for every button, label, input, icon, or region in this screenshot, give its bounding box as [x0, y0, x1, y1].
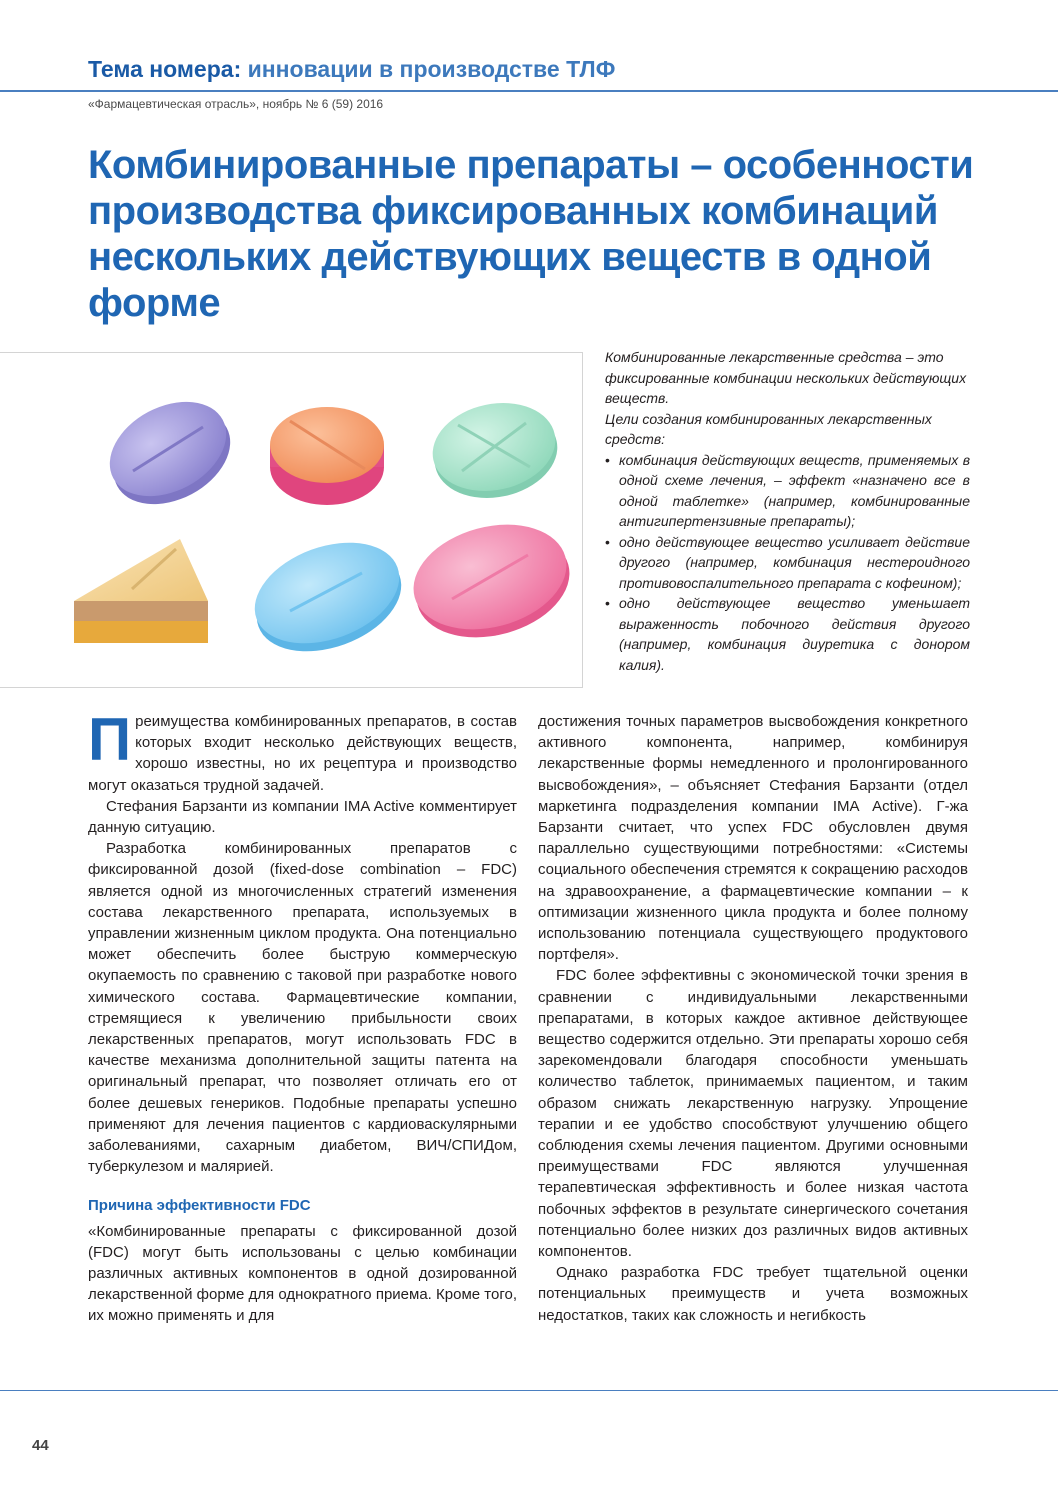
sidebar-box [605, 347, 970, 675]
yellow-triangle-tablet [74, 539, 208, 643]
orange-tablet [270, 407, 384, 505]
footer-rule [0, 1390, 1058, 1391]
section-header [88, 56, 615, 83]
lead-text: реимущества комбинированных препаратов, в состав которых входит несколько действующих веществ, хорошо известны, но их рецептура и производство могут оказаться трудной задачей. [88, 713, 517, 794]
tablets-image [0, 353, 582, 687]
blue-tablet [241, 524, 415, 670]
paragraph: «Комбинированные препараты с фиксированной дозой (FDC) могут быть использованы с целью комбинации различных активных компонентов в одной дозированной лекарственной форме для однократного приема. Кроме того, их можно применять и для [88, 1222, 517, 1325]
mint-tablet [424, 392, 565, 509]
paragraph: Разработка комбинированных препаратов с фиксированной дозой (fixed-dose combination – FDC) является одной из многочисленных стратегий изменения состава лекарственного препарата, используемых в управлении жизненным циклом продукта. Она потенциально может обеспечить более быструю коммерческую окупаемость по сравнению с таковой при разработке нового химического состава. Фармацевтические компании, стремящиеся к увеличению прибыльности своих лекарственных препаратов, могут использовать FDC в качестве механизма дополнительной защиты патента на оригинальный препарат, что позволяет отличать его от более дешевых генериков. Подобные препараты успешно применяют для лечения пациентов с кардиоваскулярными заболеваниями, сахарным диабетом, ВИЧ/СПИДом, туберкулезом и малярией. [88, 840, 517, 1176]
sidebar-goals-heading: Цели создания комбинированных лекарственных средств: [605, 410, 932, 447]
purple-tablet [94, 383, 247, 523]
section-keyword: Тема номера: [88, 56, 242, 82]
paragraph: Однако разработка FDC требует тщательной оценки потенциальных преимуществ и учета возможных недостатков, таких как сложность и негибкость [538, 1264, 968, 1324]
paragraph: FDC более эффективны с экономической точки зрения в сравнении с индивидуальными лекарственными препаратами, в которых каждое активное действующее вещество содержится отдельно. Эти препараты хорошо себя зарекомендовали благодаря способности уменьшать количество таблеток, принимаемых пациентом, и таким образом снижать лекарственную нагрузку. Упрощение терапии и ее удобство способствуют улучшению общего соблюдения схемы лечения пациентом. Другими основными преимуществами FDC являются улучшенная терапевтическая эффективность и более низкая частота побочных эффектов в результате синергического сочетания потенциально более низких доз различных видов активных компонентов. [538, 967, 968, 1261]
page-number: 44 [32, 1437, 49, 1454]
sidebar-bullet: • одно действующее вещество уменьшает выраженность побочного действия другого (например, комбинация диуретика с донором калия). [605, 593, 970, 675]
pink-tablet [402, 509, 582, 654]
dropcap: П [88, 706, 132, 773]
header-rule [0, 90, 1058, 92]
lead-paragraph [88, 706, 517, 796]
section-topic: инновации в производстве ТЛФ [247, 56, 616, 82]
tablets-illustration [0, 352, 583, 688]
sidebar-bullet: • комбинация действующих веществ, применяемых в одной схеме лечения, – эффект «назначено все в одной таблетке» (например, комбинированные антигипертензивные препараты); [605, 450, 970, 532]
sidebar-bullet: • одно действующее вещество усиливает действие другого (например, комбинация нестероидного противовоспалительного препарата с кофеином); [605, 532, 970, 594]
sidebar-bullet-list [605, 450, 970, 676]
paragraph: достижения точных параметров высвобождения конкретного активного компонента, например, комбинируя лекарственные формы немедленного и пролонгированного высвобождения», – объясняет Стефания Барзанти (отдел маркетинга подразделения компании IMA Active). Г-жа Барзанти считает, что успех FDC обусловлен двумя параллельно существующими потребностями: «Системы социального обеспечения стремятся к сокращению расходов на здравоохранение, а фармацевтические компании – к оптимизации жизненного цикла продукта и более полному использованию потенциала существующего продуктового портфеля». [538, 713, 968, 964]
subheading: Причина эффективности FDC [88, 1197, 311, 1215]
article-title: Комбинированные препараты – особенности производства фиксированных комбинаций нескольких действующих веществ в одной форме [88, 143, 974, 325]
text-column-right [538, 711, 968, 1326]
sidebar-intro: Комбинированные лекарственные средства – это фиксированные комбинации нескольких действующих веществ. [605, 349, 967, 406]
issue-info: «Фармацевтическая отрасль», ноябрь № 6 (59) 2016 [88, 97, 384, 111]
paragraph: Стефания Барзанти из компании IMA Active комментирует данную ситуацию. [88, 797, 517, 837]
text-column-left [88, 706, 517, 1327]
